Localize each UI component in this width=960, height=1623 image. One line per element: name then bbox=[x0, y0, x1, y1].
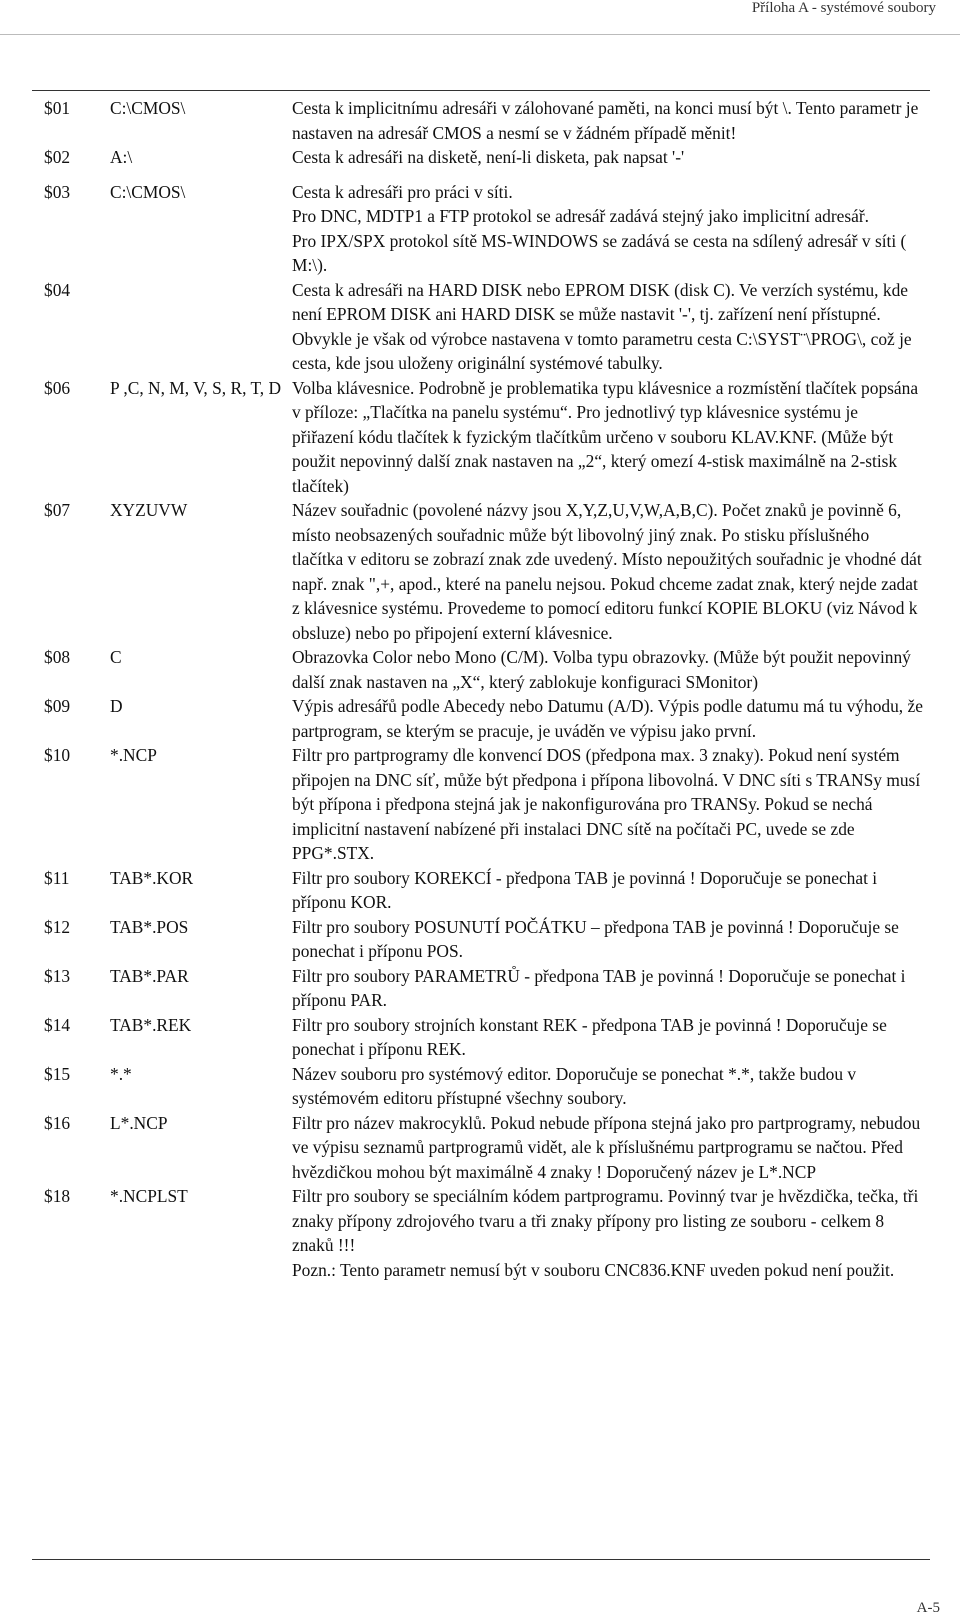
param-value: TAB*.REK bbox=[110, 1014, 192, 1035]
param-row bbox=[44, 1013, 924, 1062]
param-code: $11 bbox=[44, 867, 70, 888]
description-line: Filtr pro soubory PARAMETRŮ - předpona TAB je povinná ! Doporučuje se ponechat i příponu PAR. bbox=[292, 965, 906, 1010]
param-description bbox=[292, 743, 924, 866]
description-line: Volba klávesnice. Podrobně je problematika typu klávesnice a rozmístění tlačítek popsána v příloze: „Tlačítka na panelu systému“. Pro jednotlivý typ klávesnice systému je přiřazení kódu tlačítek k fyzickým tlačítkům určeno v souboru KLAV.KNF. (Může být použit nepovinný další znak nastaven na „2“, který omezí 4-stisk maximálně na 2-stisk tlačítek) bbox=[292, 377, 919, 496]
description-line: Pro IPX/SPX protokol sítě MS-WINDOWS se zadává se cesta na sdílený adresář v síti ( M:\). bbox=[292, 230, 907, 275]
param-code: $09 bbox=[44, 696, 71, 716]
table-bottom-rule bbox=[32, 1559, 930, 1560]
param-code: $18 bbox=[44, 1186, 71, 1206]
param-row bbox=[44, 498, 924, 645]
param-description bbox=[292, 96, 924, 145]
param-value bbox=[110, 278, 292, 376]
param-row bbox=[44, 1184, 924, 1282]
param-code: $01 bbox=[44, 98, 71, 118]
param-value: C:\CMOS\ bbox=[110, 98, 186, 118]
param-row bbox=[44, 96, 924, 145]
description-line: Cesta k implicitnímu adresáři v zálohované paměti, na konci musí být \. Tento parametr je nastaven na adresář CMOS a nesmí se v žádném případě měnit! bbox=[292, 98, 919, 143]
param-value: C:\CMOS\ bbox=[110, 181, 186, 202]
param-row bbox=[44, 964, 924, 1013]
param-row bbox=[44, 694, 924, 743]
param-row bbox=[44, 1062, 924, 1111]
description-line: Cesta k adresáři na disketě, není-li disketa, pak napsat '-' bbox=[292, 147, 685, 167]
description-line: Filtr pro název makrocyklů. Pokud nebude přípona stejná jako pro partprogramy, nebudou ve výpisu seznamů partprogramů vidět, ale k příslušnému partprogramu se načtou. Před hvězdičkou mohou být maximálně 4 znaky ! Doporučený název je L*.NCP bbox=[292, 1112, 921, 1182]
param-description bbox=[292, 964, 924, 1013]
param-code: $08 bbox=[44, 647, 71, 667]
param-description bbox=[292, 145, 924, 170]
param-row bbox=[44, 1111, 924, 1185]
param-description bbox=[292, 1013, 924, 1062]
param-row bbox=[44, 278, 924, 376]
page-number: A-5 bbox=[916, 1600, 940, 1616]
param-code: $04 bbox=[44, 279, 71, 300]
param-value: *.NCPLST bbox=[110, 1186, 188, 1206]
param-row bbox=[44, 866, 924, 915]
param-value: A:\ bbox=[110, 147, 133, 167]
param-code: $02 bbox=[44, 147, 71, 167]
param-description bbox=[292, 1062, 924, 1111]
param-code: $10 bbox=[44, 745, 71, 765]
param-value: TAB*.POS bbox=[110, 916, 189, 937]
param-description bbox=[292, 278, 924, 376]
param-code: $13 bbox=[44, 965, 71, 986]
param-row bbox=[44, 145, 924, 170]
description-line: Výpis adresářů podle Abecedy nebo Datumu (A/D). Výpis podle datumu má tu výhodu, že partprogram, se kterým se pracuje, je uváděn ve výpisu jako první. bbox=[292, 696, 923, 741]
param-code: $14 bbox=[44, 1014, 71, 1035]
description-line: Cesta k adresáři pro práci v síti. bbox=[292, 181, 513, 202]
param-description bbox=[292, 1184, 924, 1282]
description-line: Název souřadnic (povolené názvy jsou X,Y,Z,U,V,W,A,B,C). Počet znaků je povinně 6, místo neobsazených souřadnic může být libovolný jiný znak. Po stisku příslušného tlačítka v editoru se zobrazí znak zde uvedený. Místo nepoužitých souřadnic je vhodné dát např. znak ",+, apod., které na panelu nejsou. Pokud chceme zadat znak, který nejde zadat z klávesnice systému. Provedeme to pomocí editoru funkcí KOPIE BLOKU (viz Návod k obsluze) nebo po připojení externí klávesnice. bbox=[292, 500, 922, 643]
header-divider bbox=[0, 34, 960, 35]
table-top-rule bbox=[32, 90, 930, 91]
param-description bbox=[292, 376, 924, 499]
param-code: $12 bbox=[44, 916, 71, 937]
param-value: *.NCP bbox=[110, 745, 157, 765]
description-line: Filtr pro soubory KOREKCÍ - předpona TAB je povinná ! Doporučuje se ponechat i příponu KOR. bbox=[292, 867, 878, 912]
param-code: $06 bbox=[44, 377, 71, 398]
param-code: $16 bbox=[44, 1112, 71, 1133]
param-description bbox=[292, 866, 924, 915]
description-line: Pro DNC, MDTP1 a FTP protokol se adresář zadává stejný jako implicitní adresář. bbox=[292, 206, 869, 226]
page-header-title: Příloha A - systémové soubory bbox=[751, 0, 936, 16]
param-row bbox=[44, 376, 924, 499]
description-line: Obrazovka Color nebo Mono (C/M). Volba typu obrazovky. (Může být použit nepovinný další znak nastaven na „X“, který zablokuje konfiguraci SMonitor) bbox=[292, 647, 911, 692]
param-description bbox=[292, 180, 924, 278]
param-description bbox=[292, 645, 924, 694]
param-code: $15 bbox=[44, 1063, 71, 1084]
description-line: Cesta k adresáři na HARD DISK nebo EPROM DISK (disk C). Ve verzích systému, kde není EPROM DISK ani HARD DISK se může nastavit '-', tj. zařízení není přístupné. Obvykle je však od výrobce nastavena v tomto parametru cesta C:\SYST¨\PROG\, což je cesta, kde jsou uloženy originální systémové tabulky. bbox=[292, 279, 912, 373]
description-line: Filtr pro soubory se speciálním kódem partprogramu. Povinný tvar je hvězdička, tečka, tři znaky přípony zdrojového tvaru a tři znaky přípony pro listing ze souboru - celkem 8 znaků !!! bbox=[292, 1186, 919, 1255]
param-value: XYZUVW bbox=[110, 500, 188, 520]
param-row bbox=[44, 915, 924, 964]
param-row bbox=[44, 180, 924, 278]
param-value: P ,C, N, M, V, S, R, T, D bbox=[110, 377, 282, 398]
param-value: TAB*.PAR bbox=[110, 965, 189, 986]
param-row bbox=[44, 743, 924, 866]
param-value: *.* bbox=[110, 1063, 132, 1084]
param-code: $03 bbox=[44, 181, 71, 202]
param-value: D bbox=[110, 696, 123, 716]
description-line: Název souboru pro systémový editor. Doporučuje se ponechat *.*, takže budou v systémovém editoru přístupné všechny soubory. bbox=[292, 1063, 857, 1108]
param-description bbox=[292, 694, 924, 743]
param-value: L*.NCP bbox=[110, 1112, 168, 1133]
description-line: Filtr pro partprogramy dle konvencí DOS (předpona max. 3 znaky). Pokud není systém připojen na DNC síť, může být předpona i přípona libovolná. V DNC síti s TRANSy musí být přípona i předpona stejná jak je nakonfigurována pro TRANSy. Pokud se nechá implicitní nastavení nabízené při instalaci DNC sítě na počítači PC, uvede se zde PPG*.STX. bbox=[292, 745, 921, 863]
description-line: Pozn.: Tento parametr nemusí být v souboru CNC836.KNF uveden pokud není použit. bbox=[292, 1259, 895, 1280]
param-value: C bbox=[110, 647, 122, 667]
param-description bbox=[292, 915, 924, 964]
description-line: Filtr pro soubory POSUNUTÍ POČÁTKU – předpona TAB je povinná ! Doporučuje se ponechat i příponu POS. bbox=[292, 916, 899, 961]
param-description bbox=[292, 1111, 924, 1185]
param-row bbox=[44, 645, 924, 694]
param-code: $07 bbox=[44, 500, 71, 520]
param-value: TAB*.KOR bbox=[110, 867, 194, 888]
description-line: Filtr pro soubory strojních konstant REK - předpona TAB je povinná ! Doporučuje se ponechat i příponu REK. bbox=[292, 1014, 887, 1059]
param-description bbox=[292, 498, 924, 645]
parameter-table bbox=[44, 96, 924, 1282]
